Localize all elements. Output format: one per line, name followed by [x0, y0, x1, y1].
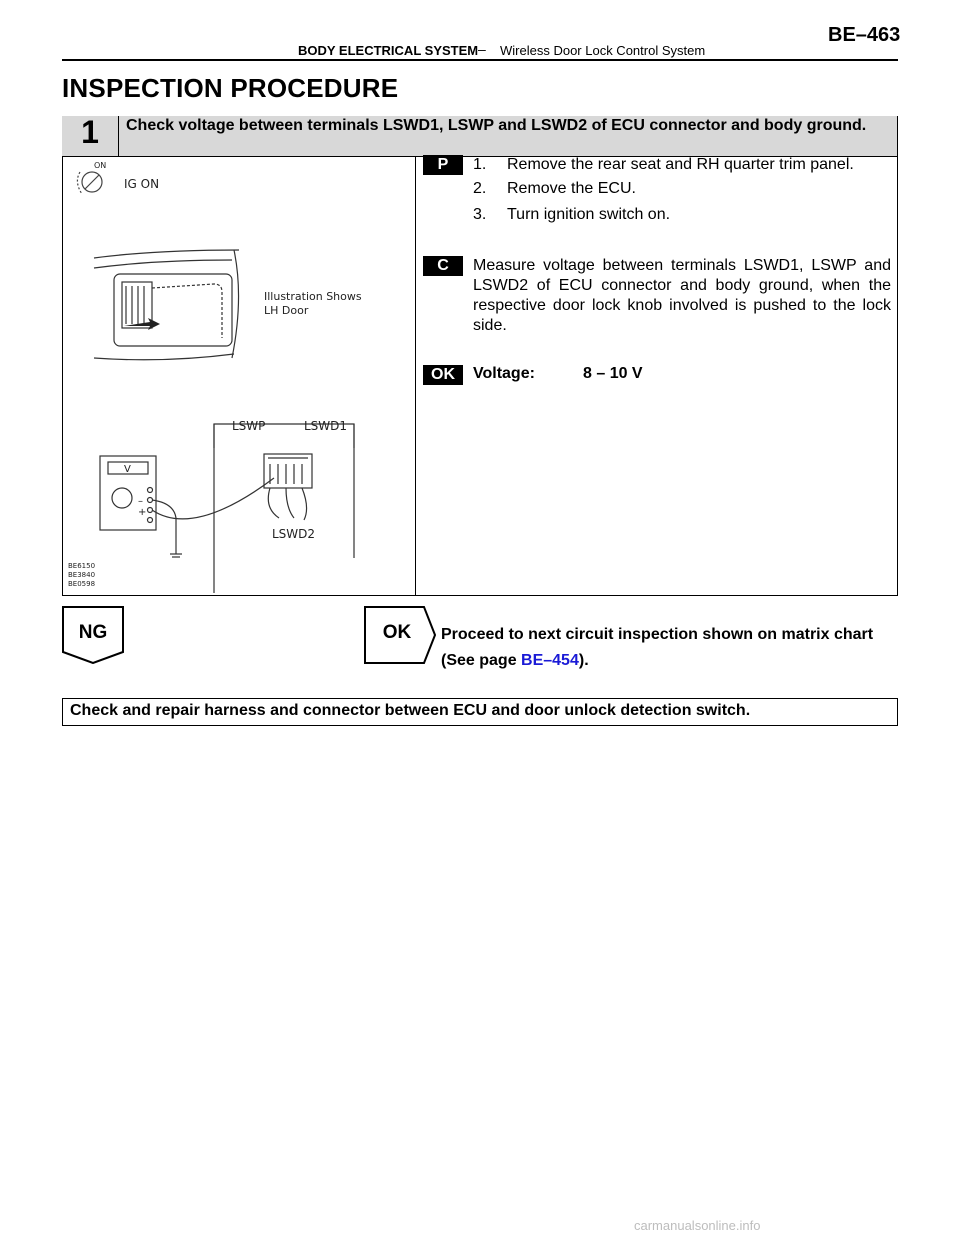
- header-rule: [62, 59, 898, 61]
- ig-on-label: IG ON: [124, 177, 160, 191]
- prepare-item-text: Remove the ECU.: [507, 180, 636, 197]
- ok-result-line2: [441, 648, 873, 674]
- meter-label: V: [124, 464, 131, 475]
- ok-tag: OK: [423, 365, 463, 385]
- terminal-lswd2: LSWD2: [272, 527, 316, 541]
- ok-result-text: [441, 622, 873, 674]
- prepare-item-number: 3.: [473, 206, 487, 223]
- see-page-suffix: ).: [578, 652, 589, 669]
- ignition-key-icon: [77, 172, 102, 194]
- prepare-item-text: Turn ignition switch on.: [507, 206, 671, 223]
- ok-spec-value: 8 – 10 V: [583, 365, 643, 382]
- header-separator: –: [478, 41, 486, 57]
- meter-plus: +: [138, 507, 147, 518]
- page-link[interactable]: BE–454: [521, 652, 579, 669]
- door-handle-drawing: [94, 250, 239, 360]
- page-title: INSPECTION PROCEDURE: [62, 73, 399, 103]
- column-divider: [415, 157, 416, 595]
- watermark: carmanualsonline.info: [634, 1218, 761, 1233]
- meter-minus: –: [138, 496, 143, 507]
- check-instruction: Measure voltage between terminals LSWD1, LSWP and LSWD2 of ECU connector and body ground, when the respective door lock knob involved is pushed to the lock side.: [473, 257, 891, 334]
- page-code: BE–463: [828, 24, 901, 46]
- door-caption-line2: LH Door: [264, 304, 309, 317]
- figure-code-2: BE3840: [68, 571, 96, 579]
- repair-instruction: Check and repair harness and connector between ECU and door unlock detection switch.: [70, 702, 751, 719]
- header-subsection: Wireless Door Lock Control System: [500, 43, 706, 58]
- prepare-tag: P: [423, 155, 463, 175]
- figure-code-1: BE6150: [68, 562, 96, 570]
- ok-label: OK: [382, 622, 412, 643]
- header-section: BODY ELECTRICAL SYSTEM: [298, 43, 479, 58]
- prepare-item-number: 2.: [473, 180, 487, 197]
- step-title: Check voltage between terminals LSWD1, LSWP and LSWD2 of ECU connector and body ground.: [126, 117, 867, 134]
- see-page-prefix: (See page: [441, 652, 522, 669]
- ok-result-line1: Proceed to next circuit inspection shown on matrix chart: [441, 626, 874, 643]
- door-caption-line1: Illustration Shows: [264, 290, 362, 303]
- ng-label: NG: [78, 622, 108, 643]
- connector-drawing: [214, 424, 354, 593]
- inspection-illustration: [64, 158, 414, 593]
- ig-small-label: ON: [94, 161, 107, 170]
- prepare-item-number: 1.: [473, 156, 487, 173]
- step-number: 1: [81, 114, 99, 150]
- ok-spec-label: Voltage:: [473, 365, 535, 382]
- terminal-lswd1: LSWD1: [304, 419, 348, 433]
- check-tag: C: [423, 256, 463, 276]
- figure-code-3: BE0598: [68, 580, 96, 588]
- prepare-item-text: Remove the rear seat and RH quarter trim panel.: [507, 156, 854, 173]
- terminal-lswp: LSWP: [232, 419, 266, 433]
